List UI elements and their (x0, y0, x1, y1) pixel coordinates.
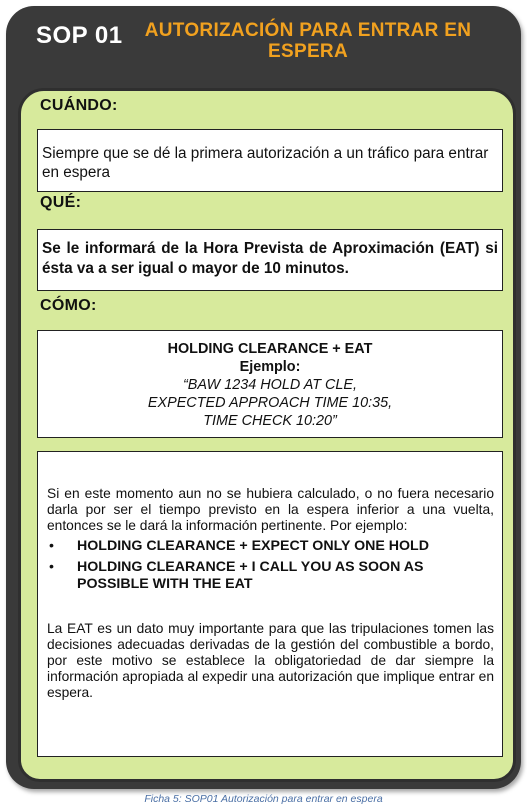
notes-paragraph-2: La EAT es un dato muy importante para que las tripulaciones tomen las decisiones adecuadas derivadas de la gestión del combustible a bordo, por este motivo se establece la obligatoriedad de dar siempre la información apropiada al expedir una autorización que implique entrar en espera. (47, 621, 494, 700)
example-line-1: “BAW 1234 HOLD AT CLE, (182, 377, 358, 393)
sop-title: AUTORIZACIÓN PARA ENTRAR EN ESPERA (144, 20, 472, 62)
que-box (37, 229, 503, 291)
label-cuando: CUÁNDO: (40, 97, 118, 114)
example-list (47, 538, 494, 593)
bullet-icon: • (49, 538, 54, 554)
example-label: Ejemplo: (239, 359, 301, 375)
example-line-3: TIME CHECK 10:20” (203, 413, 337, 429)
cuando-text: Siempre que se dé la primera autorización a un tráfico para entrar en espera (42, 145, 489, 181)
cuando-box (37, 129, 503, 192)
como-box (37, 330, 503, 438)
list-item: • HOLDING CLEARANCE + I CALL YOU AS SOON AS POSSIBLE WITH THE EAT (49, 559, 424, 592)
sop-code: SOP 01 (36, 22, 123, 49)
bullet-icon: • (49, 559, 54, 575)
example-line-2: EXPECTED APPROACH TIME 10:35, (147, 395, 393, 411)
que-text: Se le informará de la Hora Prevista de Aproximación (EAT) si ésta va a ser igual o mayor de 10 minutos. (42, 240, 498, 277)
notes-paragraph-1: Si en este momento aun no se hubiera calculado, o no fuera necesario darla por ser el tiempo previsto en la espera inferior a una vuelta, entonces se le dará la información pertinente. Por ejemplo: (47, 486, 494, 533)
label-como: CÓMO: (40, 297, 97, 314)
phraseology-title: HOLDING CLEARANCE + EAT (167, 341, 373, 357)
notes-box (37, 451, 503, 757)
label-que: QUÉ: (40, 194, 82, 211)
list-item: • HOLDING CLEARANCE + EXPECT ONLY ONE HOLD (49, 538, 429, 554)
figure-caption: Ficha 5: SOP01 Autorización para entrar en espera (144, 793, 383, 805)
